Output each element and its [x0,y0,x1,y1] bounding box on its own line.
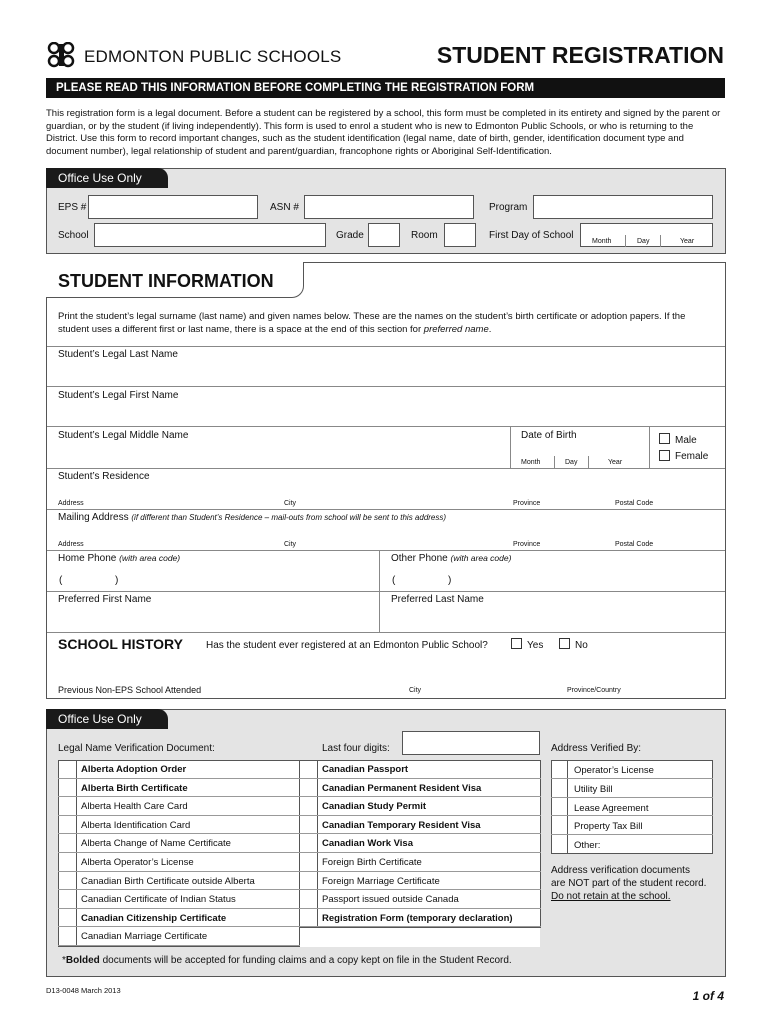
other-phone-label [391,553,511,564]
form-title: STUDENT REGISTRATION [436,42,724,68]
doc-label: Canadian Certificate of Indian Status [81,894,236,906]
other-phone-paren-close: ) [448,575,452,586]
divider [47,509,725,510]
doc-label: Alberta Birth Certificate [81,782,188,794]
first-day-divider [625,235,626,247]
doc-checkbox[interactable] [299,890,317,909]
doc-label: Canadian Study Permit [322,801,426,813]
doc-label: Foreign Marriage Certificate [322,875,440,887]
doc-label: Alberta Health Care Card [81,801,188,813]
legal-first-name-field[interactable] [47,387,725,426]
doc-checkbox[interactable] [58,779,76,798]
legal-middle-name-field[interactable] [47,427,509,468]
doc-checkbox[interactable] [299,853,317,872]
home-phone-note: (with area code) [119,553,181,563]
address-checkbox[interactable] [551,779,567,798]
school-label: School [58,230,89,241]
female-checkbox[interactable] [659,450,670,461]
doc-checkbox[interactable] [299,816,317,835]
history-yes-checkbox[interactable] [511,638,522,649]
previous-school-city: City [409,687,422,694]
doc-checkbox[interactable] [58,816,76,835]
address-checkbox[interactable] [551,760,567,779]
grade-input[interactable] [368,223,400,247]
office-use-tab-2 [46,709,168,729]
female-label: Female [675,451,709,462]
logo [46,42,78,68]
home-phone-paren-open: ( [59,575,63,586]
asn-label: ASN # [270,202,299,213]
doc-checkbox[interactable] [58,872,76,891]
address-item-label: Other: [574,840,601,852]
office-use-tab [46,168,168,188]
doc-checkbox[interactable] [299,779,317,798]
doc-label: Alberta Identification Card [81,819,191,831]
mailing-address: Address [58,541,84,548]
student-instructions-b: preferred name [423,323,489,335]
male-label: Male [675,435,697,446]
male-checkbox[interactable] [659,433,670,444]
preferred-last-field[interactable] [380,607,724,631]
doc-checkbox[interactable] [58,909,76,928]
first-day-year: Year [680,238,695,245]
intro-text: This registration form is a legal document. Before a student can be registered by a school, this form must be completed in its entirety and signed by the parent or guardian, or by the student (if living independently). This form is used to enrol a student who is new to Edmonton Public Schools, or who is returning to the District. Use this form to record important changes, such as the student identification (legal name, date of birth, gender, identification document type and document number), legal relationship of student and parent/guardian, francophone rights or Aboriginal Self-Identification. [46,108,721,157]
student-instructions-c: . [488,323,492,335]
last-four-label: Last four digits: [322,743,390,754]
address-checkbox[interactable] [551,798,567,817]
home-phone-label [58,553,180,564]
dob-divider [588,456,589,468]
info-banner-text: PLEASE READ THIS INFORMATION BEFORE COMPLETING THE REGISTRATION FORM [56,82,535,94]
doc-label: Alberta Adoption Order [81,764,187,775]
address-checkbox[interactable] [551,835,567,854]
address-item-label: Utility Bill [574,783,613,795]
home-phone-paren-close: ) [115,575,119,586]
legal-last-name-label: Student’s Legal Last Name [58,349,178,360]
mailing-label-text: Mailing Address [58,512,129,523]
first-day-divider [660,235,661,247]
first-day-label: First Day of School [489,230,574,241]
org-name: EDMONTON PUBLIC SCHOOLS [84,47,342,66]
doc-checkbox[interactable] [58,797,76,816]
address-item-label: Operator’s License [574,765,654,776]
mailing-postal: Postal Code [615,541,654,548]
other-phone-paren-open: ( [392,575,396,586]
doc-checkbox[interactable] [58,834,76,853]
doc-label: Alberta Operator’s License [81,857,194,868]
address-note [551,864,706,903]
first-day-month: Month [592,238,612,245]
address-checkbox[interactable] [551,816,567,835]
residence-city: City [284,500,297,507]
dob-year: Year [608,459,623,466]
school-input[interactable] [94,223,326,247]
doc-checkbox[interactable] [299,909,317,928]
history-no-label: No [575,640,588,651]
student-instructions [58,311,713,336]
last-four-input[interactable] [402,731,540,755]
history-no-checkbox[interactable] [559,638,570,649]
dob-month: Month [521,459,541,466]
doc-label: Canadian Citizenship Certificate [81,912,227,924]
address-note-1: Address verification documents [551,865,690,876]
footnote-bold: Bolded [65,955,100,966]
school-history-question: Has the student ever registered at an Edmonton Public School? [206,640,488,651]
eps-label: EPS # [58,202,87,213]
history-yes-label: Yes [527,640,544,651]
footnote-rest: documents will be accepted for funding claims and a copy kept on file in the Student Record. [99,955,512,966]
doc-label: Canadian Birth Certificate outside Alberta [81,875,255,887]
doc-checkbox[interactable] [58,927,76,946]
other-phone-note: (with area code) [450,553,512,563]
legal-last-name-field[interactable] [47,347,725,386]
footnote-star: * [62,955,66,966]
room-input[interactable] [444,223,476,247]
dob-label: Date of Birth [521,430,577,441]
doc-checkbox[interactable] [58,853,76,872]
residence-postal: Postal Code [615,500,654,507]
doc-checkbox[interactable] [299,834,317,853]
address-note-3: Do not retain at the school. [551,891,671,902]
program-label: Program [489,202,528,213]
student-section-title: STUDENT INFORMATION [58,271,274,291]
doc-checkbox[interactable] [58,760,76,779]
residence-address: Address [58,500,84,507]
doc-checkbox[interactable] [58,890,76,909]
doc-label: Canadian Passport [322,764,409,775]
doc-label: Passport issued outside Canada [322,894,459,906]
program-input[interactable] [533,195,713,219]
address-item-label: Property Tax Bill [574,821,643,833]
page-number: 1 of 4 [692,989,724,1003]
mailing-label [58,512,446,523]
dob-day: Day [565,459,578,466]
home-phone-text: Home Phone [58,553,117,564]
dob-divider [554,456,555,468]
info-banner [46,78,725,98]
school-history-title: SCHOOL HISTORY [58,636,183,652]
doc-label: Canadian Marriage Certificate [81,931,208,943]
residence-province: Province [513,500,541,507]
asn-input[interactable] [304,195,474,219]
mailing-city: City [284,541,297,548]
doc-label: Foreign Birth Certificate [322,857,422,868]
legal-doc-label: Legal Name Verification Document: [58,743,215,754]
doc-label: Canadian Temporary Resident Visa [322,819,481,831]
doc-label: Canadian Work Visa [322,838,413,850]
room-label: Room [411,230,438,241]
preferred-first-label: Preferred First Name [58,594,152,605]
form-code: D13-0048 March 2013 [46,986,121,995]
divider [649,426,650,468]
mailing-note: (if different than Student’s Residence – mail-outs from school will be sent to this address) [131,513,447,522]
doc-label: Registration Form (temporary declaration) [322,912,513,924]
address-note-2: are NOT part of the student record. [551,878,707,889]
doc-label: Alberta Change of Name Certificate [81,838,231,850]
student-instructions-a: Print the student’s legal surname (last name) and given names below. These are the names on the student’s birth certificate or adoption papers. If the student uses a different first or last name, there is a space at the end of this section for [58,311,686,335]
divider [47,591,725,592]
previous-school-label: Previous Non-EPS School Attended [58,685,202,695]
doc-label: Canadian Permanent Resident Visa [322,782,482,794]
first-day-day: Day [637,238,650,245]
other-phone-text: Other Phone [391,553,448,564]
preferred-last-label: Preferred Last Name [391,594,484,605]
logo-icon [46,42,78,68]
office-use-tab-label: Office Use Only [58,171,142,185]
home-phone-field[interactable] [47,566,377,590]
legal-first-name-label: Student’s Legal First Name [58,390,179,401]
eps-input[interactable] [88,195,258,219]
bold-footnote [62,955,512,966]
divider [47,550,725,551]
preferred-first-field[interactable] [47,607,377,631]
divider [47,632,725,633]
mailing-province: Province [513,541,541,548]
doc-checkbox[interactable] [299,872,317,891]
doc-checkbox[interactable] [299,760,317,779]
previous-school-province: Province/Country [567,687,621,694]
address-item-label: Lease Agreement [574,802,649,814]
doc-checkbox[interactable] [299,797,317,816]
legal-middle-name-label: Student’s Legal Middle Name [58,430,189,441]
other-phone-field[interactable] [380,566,724,590]
grade-label: Grade [336,230,364,241]
table-bottom [58,946,300,947]
office-use-tab-2-label: Office Use Only [58,712,142,726]
residence-label: Student’s Residence [58,471,150,482]
address-verified-label: Address Verified By: [551,743,642,754]
